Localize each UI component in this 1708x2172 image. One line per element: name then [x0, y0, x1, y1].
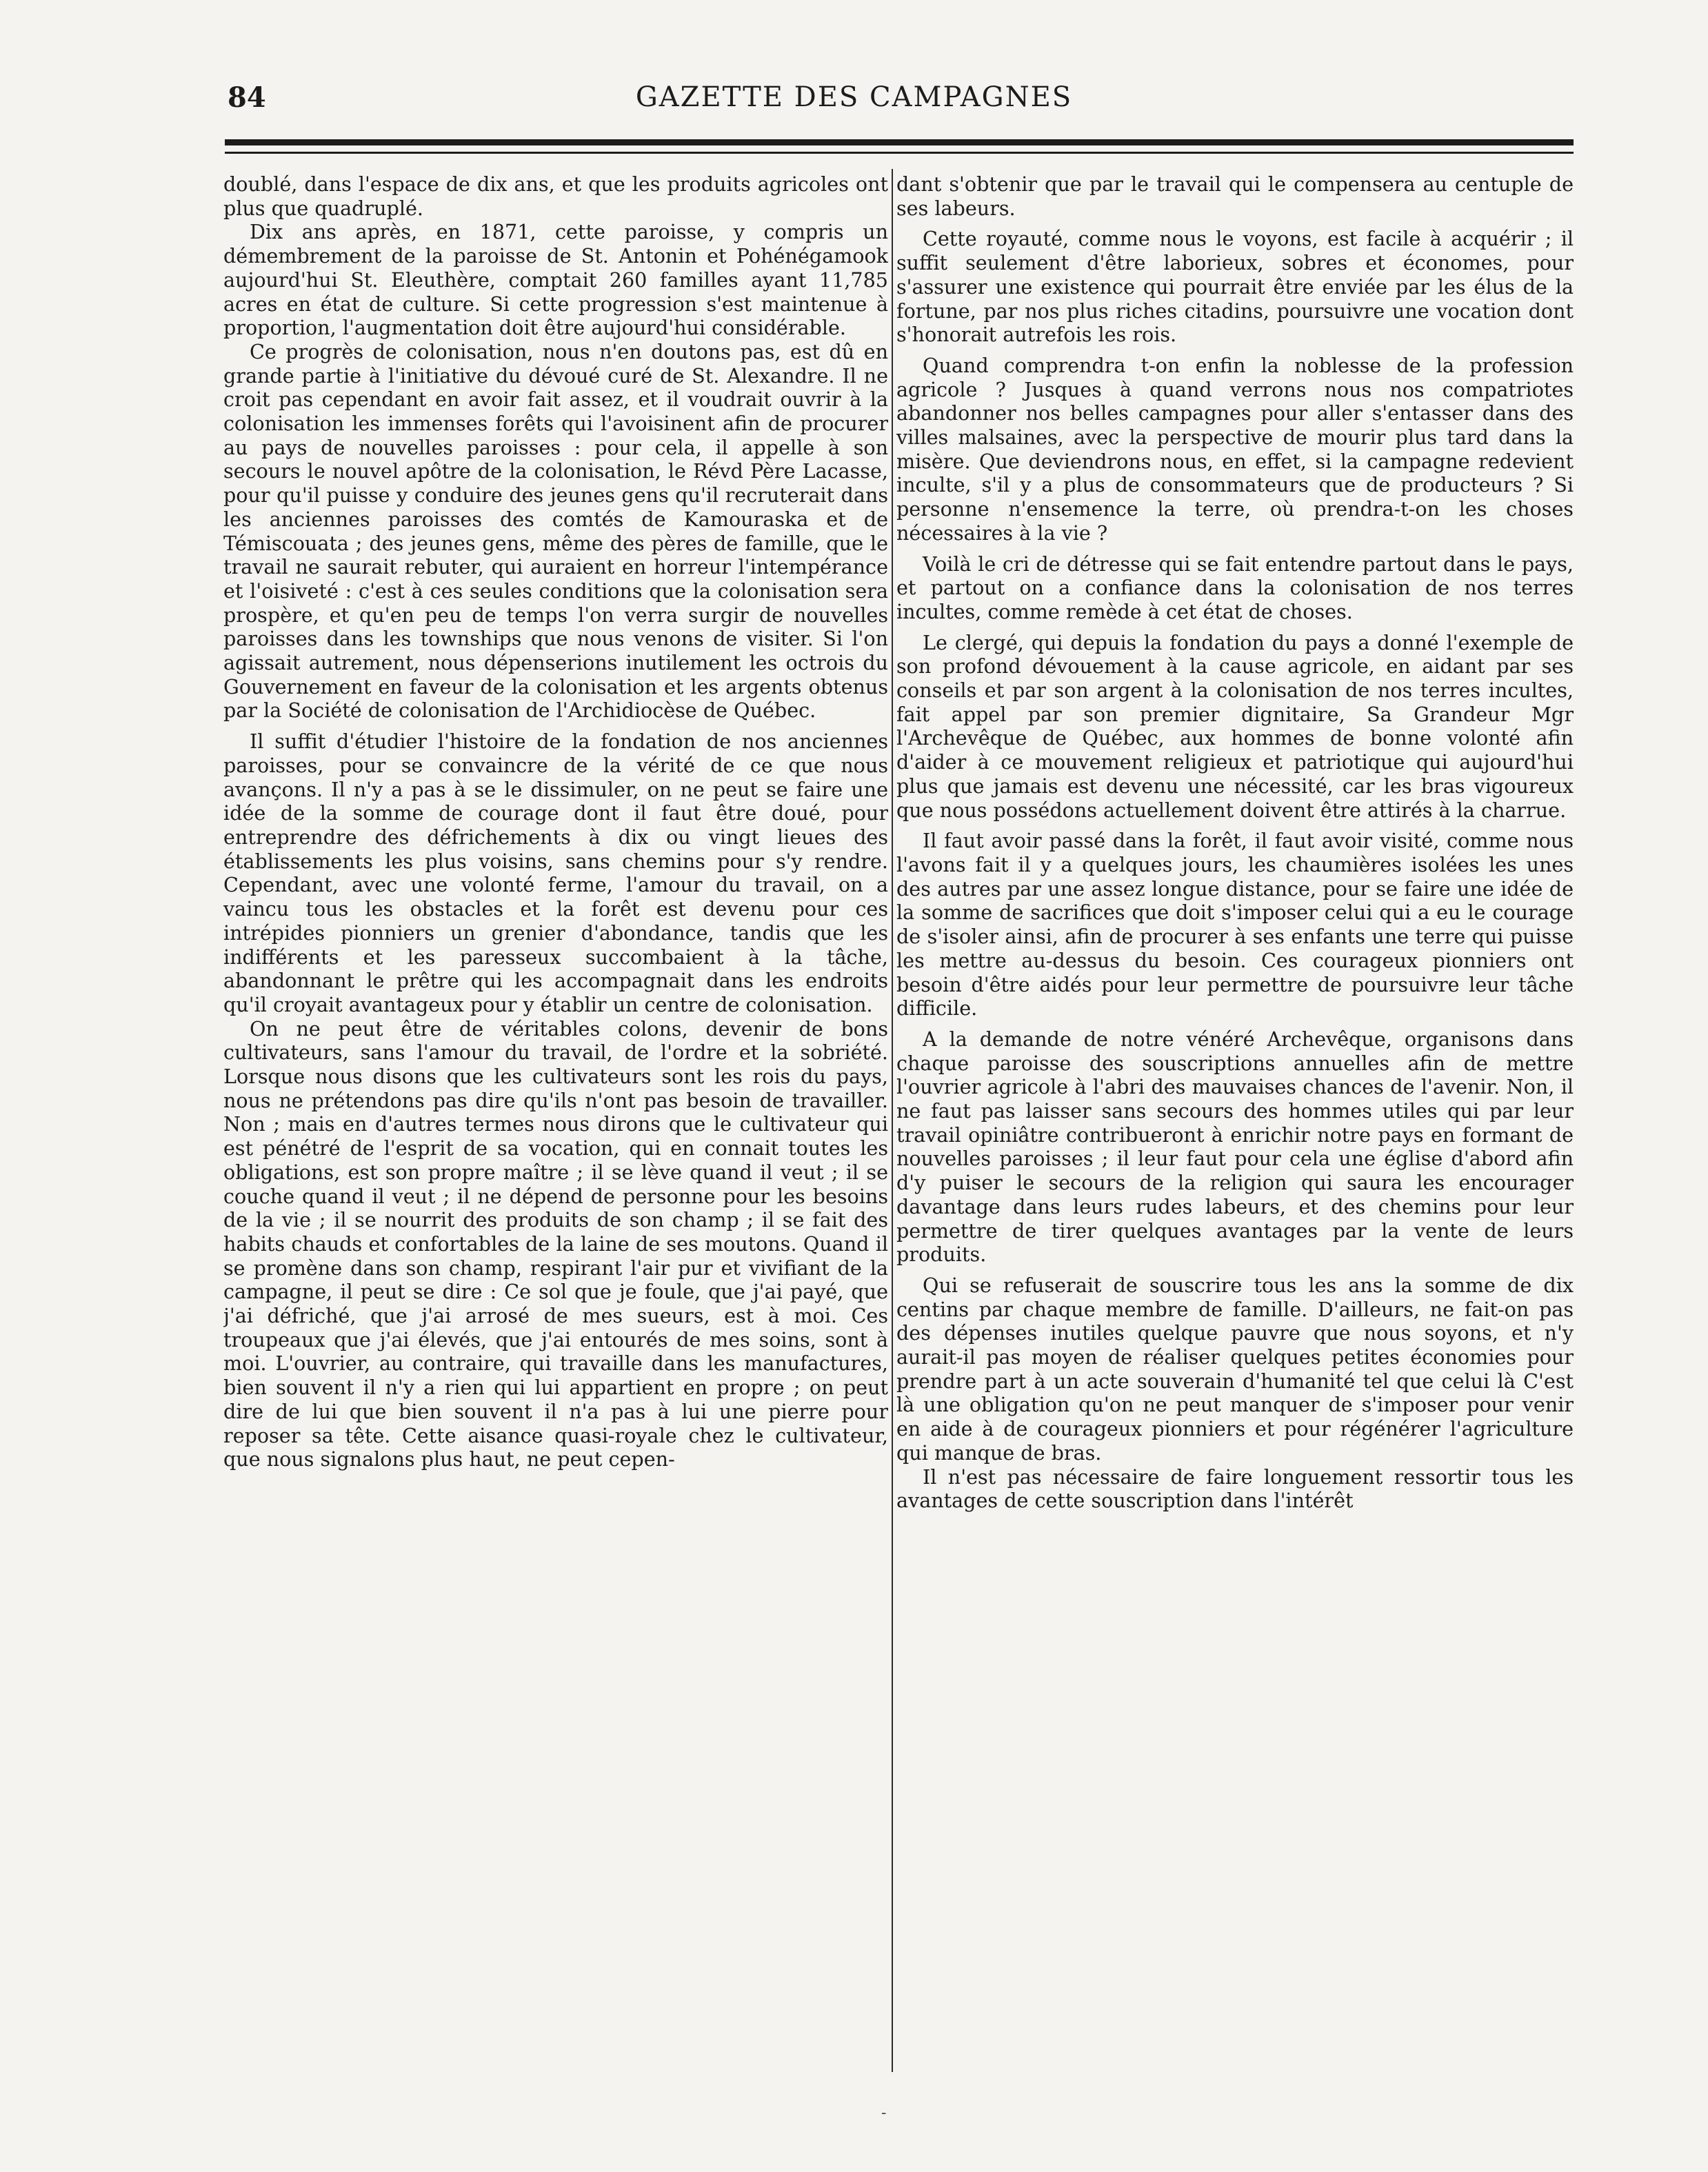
paragraph: A la demande de notre vénéré Archevêque, organisons dans chaque paroisse des souscriptions annuelles afin de mettre l'ouvrier agricole à l'abri des mauvaises chances de l'avenir. Non, il ne faut pas laisser sans secours des hommes utiles qui par leur travail opiniâtre contribueront à enrichir notre pays en formant de nouvelles paroisses ; il leur faut pour cela une église d'abord afin d'y puiser le secours de la religion qui saura les encourager davantage dans leurs rudes labeurs, et des chemins pour leur permettre de tirer quelques avantages par la vente de leurs produits.	[896, 1027, 1574, 1267]
left-column	[223, 172, 888, 2082]
paragraph: Il suffit d'étudier l'histoire de la fondation de nos anciennes paroisses, pour se convaincre de la vérité de ce que nous avançons. Il n'y a pas à se le dissimuler, on ne peut se faire une idée de la somme de courage dont il faut être doué, pour entreprendre des défrichements à dix ou vingt lieues des établissements les plus voisins, sans chemins pour s'y rendre. Cependant, avec une volonté ferme, l'amour du travail, on a vaincu tous les obstacles et la forêt est devenu pour ces intrépides pionniers un grenier d'abondance, tandis que les indifférents et les paresseux succombaient à la tâche, abandonnant le prêtre qui les accompagnait dans les endroits qu'il croyait avantageux pour y établir un centre de colonisation.	[223, 730, 888, 1016]
right-column	[896, 172, 1574, 2082]
paragraph: doublé, dans l'espace de dix ans, et que les produits agricoles ont plus que quadruplé.	[223, 172, 888, 220]
page-title: GAZETTE DES CAMPAGNES	[635, 81, 1073, 113]
paragraph: Quand comprendra t-on enfin la noblesse de la profession agricole ? Jusques à quand verrons nous nos compatriotes abandonner nos belles campagnes pour aller s'entasser dans des villes malsaines, avec la perspective de mourir plus tard dans la misère. Que deviendrons nous, en effet, si la campagne redevient inculte, s'il y a plus de consommateurs que de producteurs ? Si personne n'ensemence la terre, où prendra-t-on les choses nécessaires à la vie ?	[896, 353, 1574, 545]
header-rule-thin	[225, 152, 1574, 154]
paragraph: Dix ans après, en 1871, cette paroisse, y compris un démembrement de la paroisse de St. Antonin et Pohénégamook aujourd'hui St. Eleuthère, comptait 260 familles ayant 11,785 acres en état de culture. Si cette progression s'est maintenue à proportion, l'augmentation doit être aujourd'hui considérable.	[223, 220, 888, 340]
footer-mark: -	[881, 2104, 887, 2122]
paragraph: On ne peut être de véritables colons, devenir de bons cultivateurs, sans l'amour du travail, de l'ordre et la sobriété. Lorsque nous disons que les cultivateurs sont les rois du pays, nous ne prétendons pas dire qu'ils n'ont pas besoin de travailler. Non ; mais en d'autres termes nous dirons que le cultivateur qui est pénétré de l'esprit de sa vocation, qui en connait toutes les obligations, est son propre maître ; il se lève quand il veut ; il se couche quand il veut ; il ne dépend de personne pour les besoins de la vie ; il se nourrit des produits de son champ ; il se fait des habits chauds et confortables de la laine de ses moutons. Quand il se promène dans son champ, respirant l'air pur et vivifiant de la campagne, il peut se dire : Ce sol que je foule, que j'ai payé, que j'ai défriché, que j'ai arrosé de mes sueurs, est à moi. Ces troupeaux que j'ai élevés, que j'ai entourés de mes soins, sont à moi. L'ouvrier, au contraire, qui travaille dans les manufactures, bien souvent il n'y a rien qui lui appartient en propre ; on peut dire de lui que bien souvent il n'a pas à lui une pierre pour reposer sa tête. Cette aisance quasi-royale chez le cultivateur, que nous signalons plus haut, ne peut cepen-	[223, 1016, 888, 1471]
paragraph: Il n'est pas nécessaire de faire longuement ressortir tous les avantages de cette souscription dans l'intérêt	[896, 1465, 1574, 1513]
paragraph: Voilà le cri de détresse qui se fait entendre partout dans le pays, et partout on a confiance dans la colonisation de nos terres incultes, comme remède à cet état de choses.	[896, 552, 1574, 623]
paragraph: Le clergé, qui depuis la fondation du pays a donné l'exemple de son profond dévouement à la cause agricole, en aidant par ses conseils et par son argent à la colonisation de nos terres incultes, fait appel par son premier dignitaire, Sa Grandeur Mgr l'Archevêque de Québec, aux hommes de bonne volonté afin d'aider à ce mouvement religieux et patriotique qui aujourd'hui plus que jamais est devenu une nécessité, car les bras vigoureux que nous possédons actuellement doivent être attirés à la charrue.	[896, 630, 1574, 822]
paragraph: Ce progrès de colonisation, nous n'en doutons pas, est dû en grande partie à l'initiative du dévoué curé de St. Alexandre. Il ne croit pas cependant en avoir fait assez, et il voudrait ouvrir à la colonisation les immenses forêts qui l'avoisinent afin de procurer au pays de nouvelles paroisses : pour cela, il appelle à son secours le nouvel apôtre de la colonisation, le Révd Père Lacasse, pour qu'il puisse y conduire des jeunes gens qu'il recruterait dans les anciennes paroisses des comtés de Kamouraska et de Témiscouata ; des jeunes gens, même des pères de famille, que le travail ne saurait rebuter, qui auraient en horreur l'intempérance et l'oisiveté : c'est à ces seules conditions que la colonisation sera prospère, et qu'en peu de temps l'on verra surgir de nouvelles paroisses dans les townships que nous venons de visiter. Si l'on agissait autrement, nous dépenserions inutilement les octrois du Gouvernement en faveur de la colonisation et les argents obtenus par la Société de colonisation de l'Archidiocèse de Québec.	[223, 339, 888, 723]
header-rule-thick	[225, 139, 1574, 145]
column-divider	[892, 169, 893, 2072]
paragraph: Cette royauté, comme nous le voyons, est facile à acquérir ; il suffit seulement d'être laborieux, sobres et économes, pour s'assurer une existence qui pourrait être enviée par les élus de la fortune, par nos plus riches citadins, poursuivre une vocation dont s'honorait autrefois les rois.	[896, 227, 1574, 347]
paragraph: Il faut avoir passé dans la forêt, il faut avoir visité, comme nous l'avons fait il y a quelques jours, les chaumières isolées les unes des autres par une assez longue distance, pour se faire une idée de la somme de sacrifices que doit s'imposer celui qui a eu le courage de s'isoler ainsi, afin de procurer à ses enfants une terre qui puisse les mettre au-dessus du besoin. Ces courageux pionniers ont besoin d'être aidés pour leur permettre de poursuivre leur tâche difficile.	[896, 829, 1574, 1020]
paragraph: dant s'obtenir que par le travail qui le compensera au centuple de ses labeurs.	[896, 172, 1574, 220]
paragraph: Qui se refuserait de souscrire tous les ans la somme de dix centins par chaque membre de famille. D'ailleurs, ne fait-on pas des dépenses inutiles quelque pauvre que nous soyons, et n'y aurait-il pas moyen de réaliser quelques petites économies pour prendre part à un acte souverain d'humanité tel que celui là C'est là une obligation qu'on ne peut manquer de s'imposer pour venir en aide à de courageux pionniers et pour régénérer l'agriculture qui manque de bras.	[896, 1273, 1574, 1465]
page-number: 84	[228, 81, 266, 114]
